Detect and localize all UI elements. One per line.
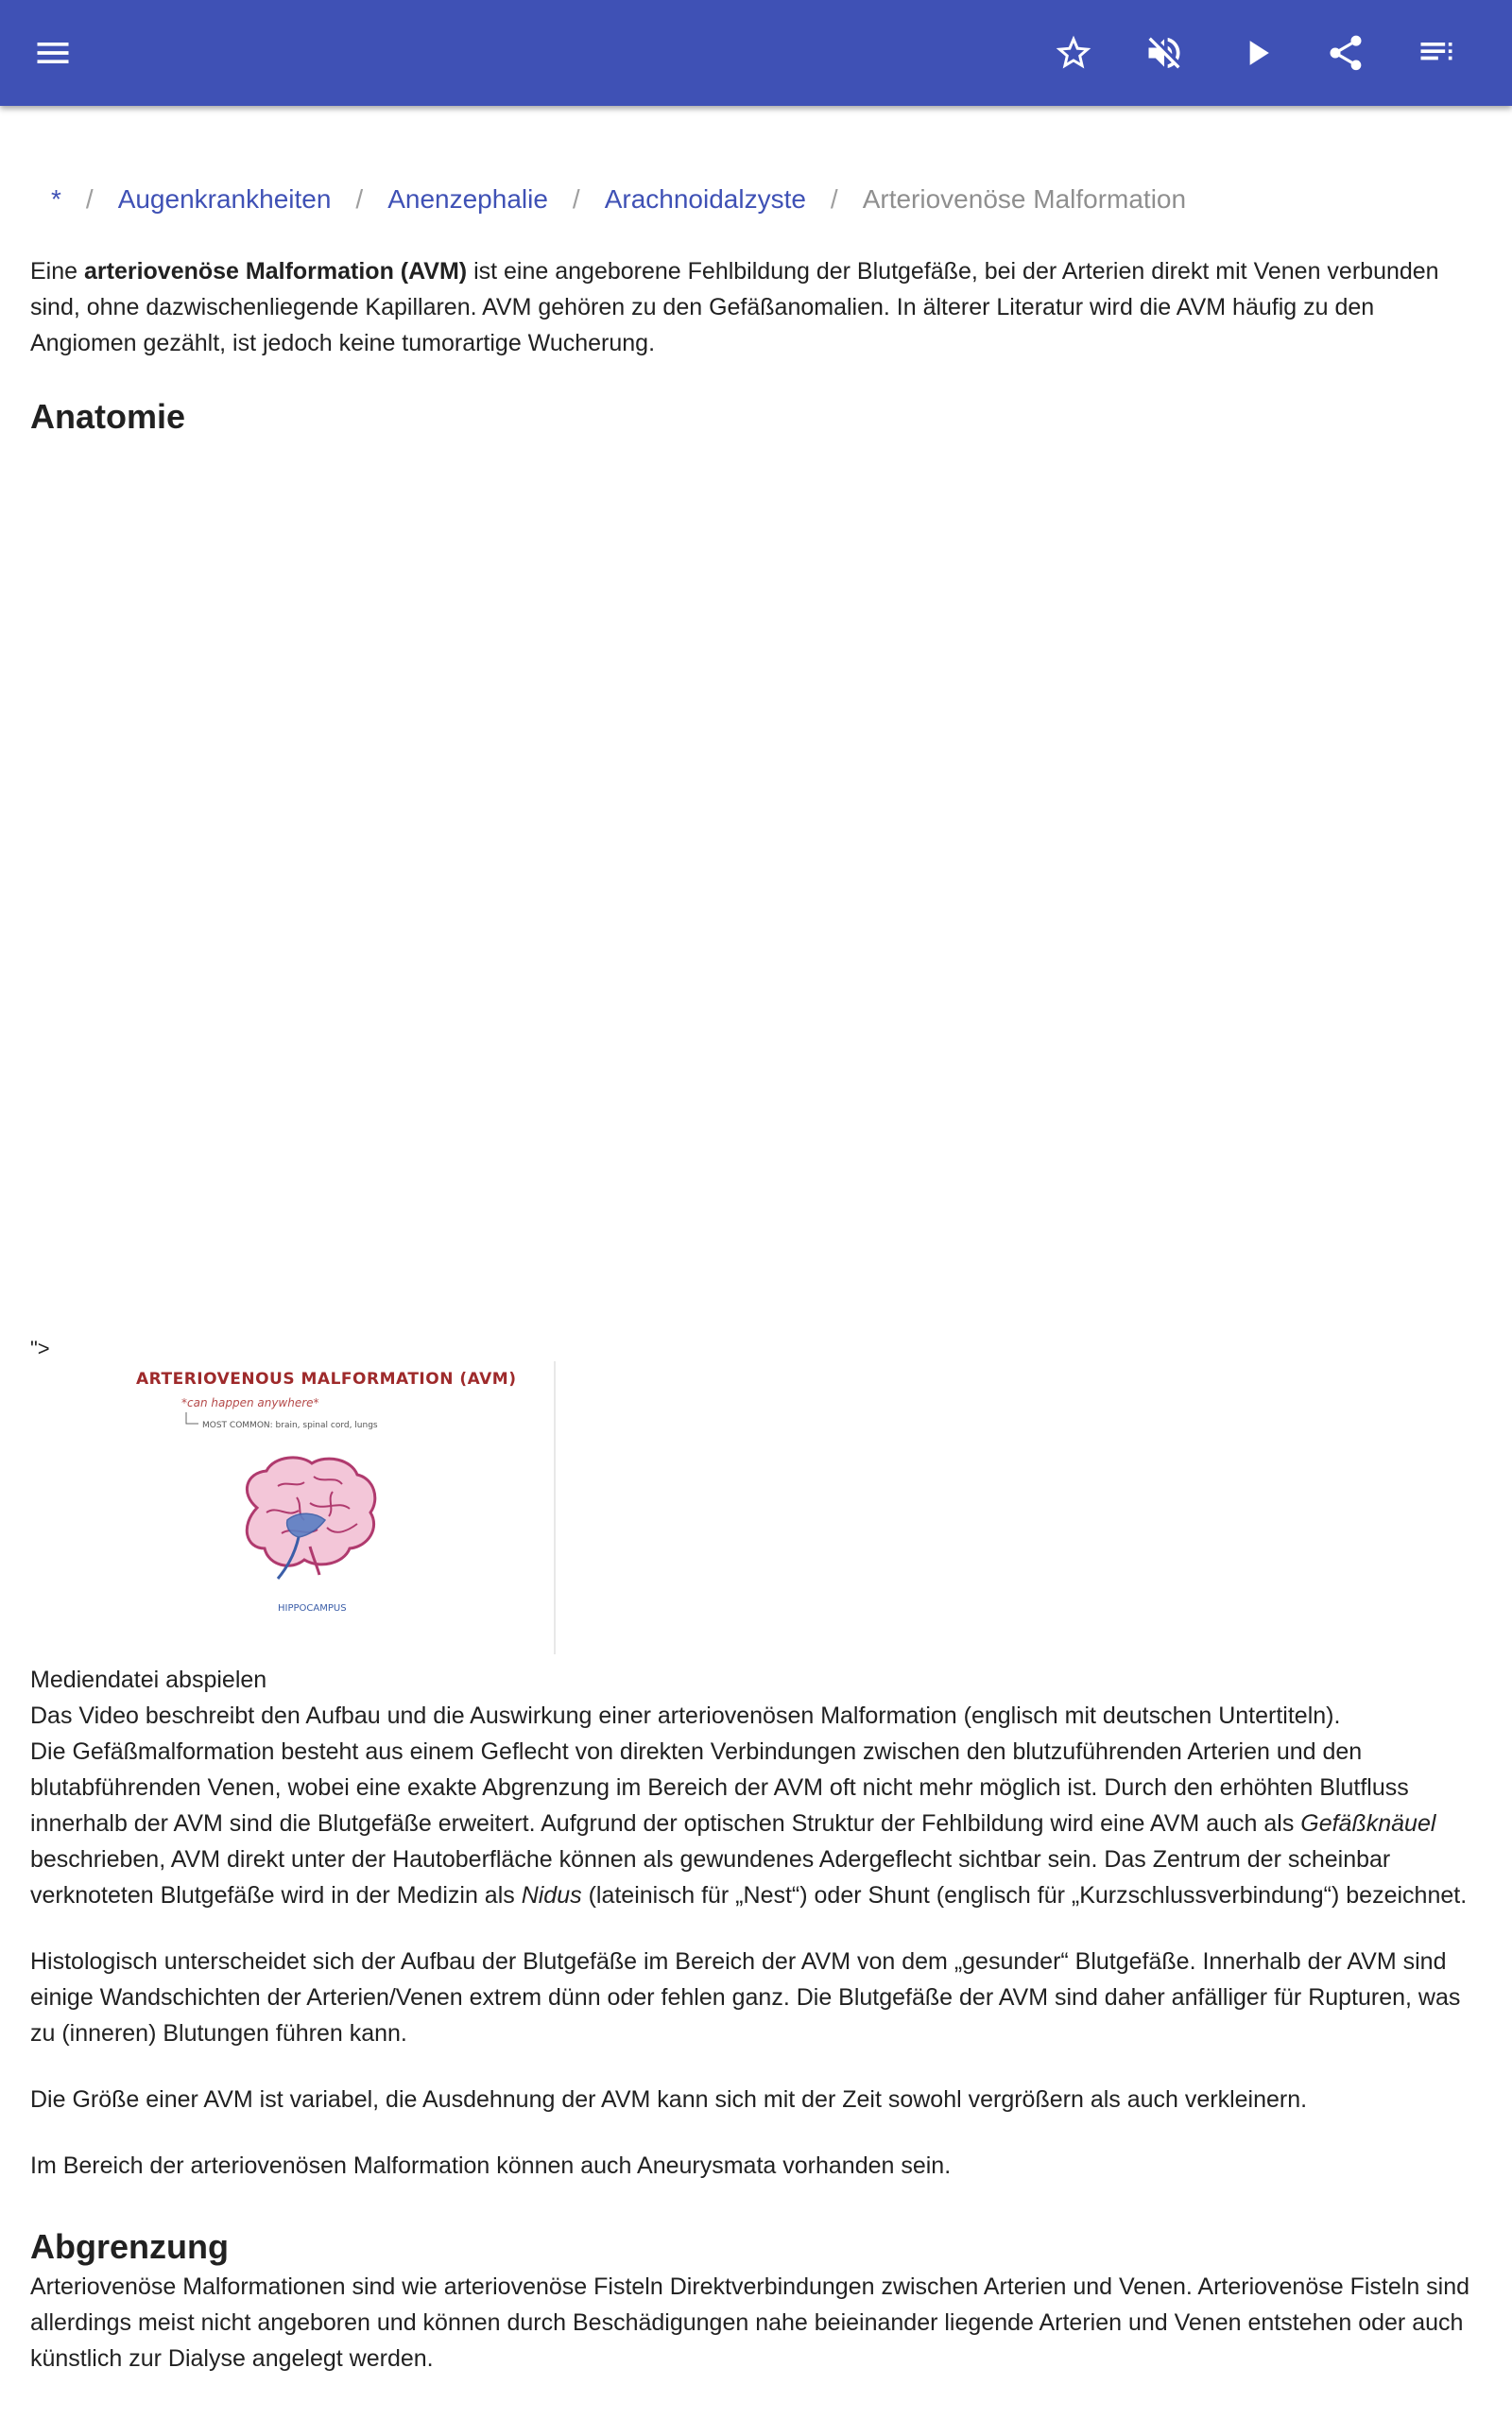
breadcrumb-home[interactable]: * [51,184,61,214]
share-icon[interactable] [1319,26,1372,79]
breadcrumb-separator: / [85,184,94,214]
volume-off-icon[interactable] [1138,26,1191,79]
breadcrumb-separator: / [830,184,838,214]
brain-illustration [30,1361,554,1654]
breadcrumb [30,168,1482,231]
media-label: HIPPOCAMPUS [278,1603,347,1614]
paragraph-text: (lateinisch für „Nest“) oder Shunt (englisch für „Kurzschlussverbindung“) bezeichnet. [581,1882,1468,1909]
paragraph-abgrenzung: Arteriovenöse Malformationen sind wie arteriovenöse Fisteln Direktverbindungen zwischen Arterien und Venen. Arteriovenöse Fisteln sind allerdings meist nicht angeboren und können durch Beschädigungen nahe beieinander liegende Arterien und Venen entstehen oder auch künstlich zur Dialyse angelegt werden. [30,2273,1470,2372]
heading-anatomie: Anatomie [30,397,186,436]
video-thumbnail[interactable] [30,1361,556,1654]
breadcrumb-item-anenzephalie[interactable]: Anenzephalie [387,184,548,214]
play-icon[interactable] [1230,26,1283,79]
playlist-icon[interactable] [1410,26,1463,79]
empty-embed-area [30,437,1482,1337]
paragraph-text: beschrieben, AVM direkt unter der Hautoberfläche können als gewundenes Adergeflecht sichtbar sein. Das Zentrum der scheinbar verknoteten Blutgefäße wird in der Medizin als [30,1846,1391,1909]
intro-text: ist eine angeborene Fehlbildung der Blutgefäße, bei der Arterien direkt mit Venen verbunden sind, ohne dazwischenliegende Kapillaren. AVM gehören zu den Gefäßanomalien. In älterer Literatur wird die AVM häufig zu den Angiomen gezählt, ist jedoch keine tumorartige Wucherung. [30,258,1439,356]
paragraph-size: Die Größe einer AVM ist variabel, die Ausdehnung der AVM kann sich mit der Zeit sowohl vergrößern als auch verkleinern. [30,2086,1308,2113]
breadcrumb-separator: / [355,184,364,214]
paragraph-structure [30,1734,1482,1913]
media-caption: Das Video beschreibt den Aufbau und die Auswirkung einer arteriovenösen Malformation (englisch mit deutschen Untertiteln). [30,1703,1341,1729]
article-content [30,106,1482,2377]
media-line2: MOST COMMON: brain, spinal cord, lungs [202,1421,378,1430]
intro-term: arteriovenöse Malformation (AVM) [83,258,468,285]
media-line1: *can happen anywhere* [181,1396,319,1409]
star-icon[interactable] [1047,26,1100,79]
paragraph-histology: Histologisch unterscheidet sich der Aufbau der Blutgefäße im Bereich der AVM von dem „gesunder“ Blutgefäße. Innerhalb der AVM sind einige Wandschichten der Arterien/Venen extrem dünn oder fehlen ganz. Die Blutgefäße der AVM sind daher anfälliger für Rupturen, was zu (inneren) Blutungen führen kann. [30,1948,1461,2047]
intro-paragraph [30,253,1482,361]
heading-abgrenzung: Abgrenzung [30,2227,229,2266]
brain-icon [247,1458,375,1579]
app-bar [0,0,1512,106]
breadcrumb-item-augenkrankheiten[interactable]: Augenkrankheiten [117,184,332,214]
breadcrumb-separator: / [572,184,580,214]
stray-markup-text: "> [30,1337,50,1360]
intro-text: Eine [30,258,84,285]
term-gefaessknaeuel: Gefäßknäuel [1300,1810,1436,1837]
media-play-link[interactable]: Mediendatei abspielen [30,1667,267,1693]
term-nidus: Nidus [521,1882,582,1909]
breadcrumb-current: Arteriovenöse Malformation [862,184,1187,214]
media-title: ARTERIOVENOUS MALFORMATION (AVM) [136,1370,517,1389]
breadcrumb-item-arachnoidalzyste[interactable]: Arachnoidalzyste [604,184,806,214]
menu-icon[interactable] [26,26,79,79]
paragraph-text: Die Gefäßmalformation besteht aus einem Geflecht von direkten Verbindungen zwischen den blutzuführenden Arterien und den blutabführenden Venen, wobei eine exakte Abgrenzung im Bereich der AVM oft nicht mehr möglich ist. Durch den erhöhten Blutfluss innerhalb der AVM sind die Blutgefäße erweitert. Aufgrund der optischen Struktur der Fehlbildung wird eine AVM auch als [30,1738,1409,1837]
paragraph-aneurysm: Im Bereich der arteriovenösen Malformation können auch Aneurysmata vorhanden sein. [30,2152,952,2179]
